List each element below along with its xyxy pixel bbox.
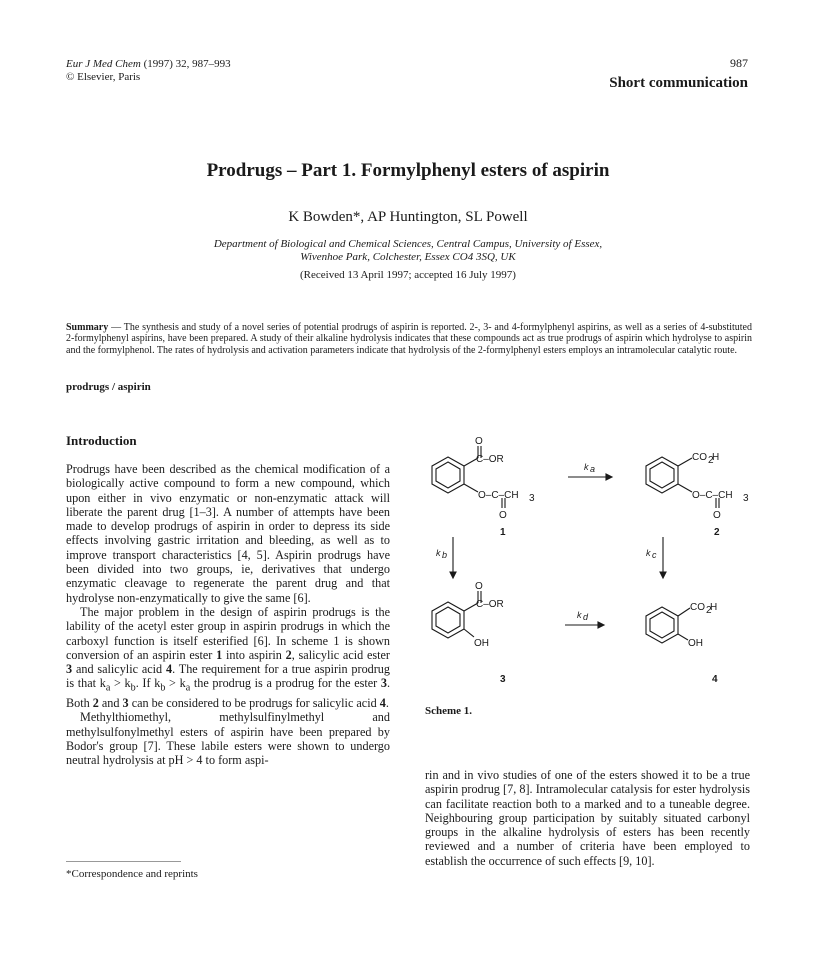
- subscript: b: [160, 682, 166, 694]
- scheme-label: O: [475, 436, 483, 447]
- compound-number: 4: [712, 674, 718, 685]
- rate-constant-label: k: [577, 610, 582, 620]
- summary-text: — The synthesis and study of a novel series of potential prodrugs of aspirin is reported. 2-, 3- and 4-formylphenyl aspirins, as well as a series of 4-substituted 2-formylphenyl aspirins, have been prepared. A study of their alkaline hydrolysis indicates that these compounds act as true prodrugs of aspirin which hydrolyse to aspirin and the formylphenol. The rates of hydrolysis and activation parameters indicate that hydrolysis of the 2-formylphenyl esters employs an intramolecular catalytic route.: [66, 322, 752, 356]
- text-run: > k: [165, 676, 186, 691]
- scheme-label: OH: [474, 638, 489, 649]
- scheme-label: O: [499, 510, 507, 521]
- scheme-caption: Scheme 1.: [425, 705, 473, 717]
- section-label: Short communication: [609, 75, 748, 91]
- text-run: The major problem in the design of aspirin prodrugs is the lability of the acetyl ester group in aspirin prodrugs in which the carboxyl function is itself esterified [6]. In scheme 1 is shown conversion of an aspirin ester: [66, 604, 390, 662]
- compound-number: 1: [500, 527, 506, 538]
- rate-constant-label: k: [436, 548, 441, 558]
- benzene-ring-1-inner: [436, 462, 460, 488]
- journal-reference: [66, 58, 231, 84]
- keywords: prodrugs / aspirin: [66, 381, 151, 393]
- subscript: b: [130, 682, 136, 694]
- scheme-label: CO: [690, 602, 705, 613]
- benzene-ring-4-inner: [650, 612, 674, 638]
- rate-constant-subscript: a: [590, 464, 596, 474]
- text-run: the prodrug is a prodrug for the ester: [190, 676, 381, 691]
- compound-ref: 3: [66, 662, 73, 677]
- intro-paragraph-3: Methylthiomethyl, methylsulfinylmethyl and methylsulfonylmethyl esters of aspirin have been prepared by Bodor's group [7]. These labile esters were shown to undergo neutral hydrolysis at pH > 4 to form aspi-: [66, 710, 390, 768]
- text-run: , salicylic acid ester: [291, 647, 390, 662]
- article-title: Prodrugs – Part 1. Formylphenyl esters of aspirin: [206, 160, 610, 181]
- scheme-label: C–OR: [476, 599, 504, 610]
- text-run: into aspirin: [222, 647, 286, 662]
- compound-ref: 3: [380, 676, 387, 691]
- footnote-rule: [66, 861, 181, 862]
- reaction-scheme: [420, 432, 760, 692]
- compound-ref: 2: [92, 696, 99, 711]
- compound-number: 3: [500, 674, 506, 685]
- scheme-label: O: [713, 510, 721, 521]
- text-run: . The requirement for a true aspirin prodrug is that k: [66, 662, 390, 691]
- scheme-label: OH: [688, 638, 703, 649]
- scheme-label: 2: [706, 605, 712, 616]
- rate-constant-subscript: c: [652, 550, 657, 560]
- text-run: . If k: [135, 676, 161, 691]
- column-2: rin and in vivo studies of one of the esters showed it to be a true aspirin prodrug [7, 8]. Intramolecular catalysis for ester hydrolysis can facilitate reaction both to a marked and to a tuneable degree. Neighbouring group participation by suitably situated carbonyl groups in the alkaline hydrolysis of esters has been recently reviewed and a number of criteria have been employed to establish the occurrence of such effects [9, 10].: [425, 768, 750, 868]
- page-number: 987: [730, 56, 748, 70]
- text-run: > k: [110, 676, 131, 691]
- affiliation-line-2: Wivenhoe Park, Colchester, Essex CO4 3SQ, UK: [300, 251, 516, 263]
- scheme-label: H: [712, 452, 720, 463]
- rate-constant-label: k: [646, 548, 651, 558]
- benzene-ring-2-inner: [650, 462, 674, 488]
- copyright: © Elsevier, Paris: [66, 71, 141, 83]
- footnote: *Correspondence and reprints: [66, 868, 198, 880]
- introduction-heading: Introduction: [66, 433, 137, 448]
- scheme-label: 2: [708, 455, 714, 466]
- compound-ref: 4: [166, 662, 173, 677]
- compound-ref: 4: [379, 696, 386, 711]
- scheme-label: C–OR: [476, 454, 504, 465]
- affiliation: [150, 238, 666, 264]
- scheme-label: O–C–CH: [478, 490, 519, 501]
- text-run: . Both: [66, 676, 391, 711]
- rate-constant-subscript: b: [442, 550, 448, 560]
- compound-ref: 3: [122, 696, 129, 711]
- scheme-label: O–C–CH: [692, 490, 733, 501]
- scheme-label: CO: [692, 452, 707, 463]
- received-dates: (Received 13 April 1997; accepted 16 July 1997): [300, 269, 516, 281]
- scheme-label: 3: [529, 493, 535, 504]
- text-run: and: [98, 696, 123, 711]
- column-1: [66, 462, 390, 768]
- intro-paragraph-1: Prodrugs have been described as the chemical modification of a biologically active compound to form a new compound, which upon either in vivo enzymatic or non-enzymatic attack will liberate the parent drug [1–3]. A number of attempts have been made to develop prodrugs of aspirin in order to depress its side effects involving gastric irritation and bleeding, as well as to improve transport characteristics [4, 5]. Aspirin prodrugs have been divided into two groups, ie, derivatives that undergo enzymatic cleavage to regenerate the parent drug and that hydrolyse non-enzymatically to give the same [6].: [66, 462, 390, 605]
- rate-constant-subscript: d: [583, 612, 589, 622]
- text-run: and salicylic acid: [72, 662, 166, 677]
- benzene-ring-3-inner: [436, 607, 460, 633]
- scheme-label: H: [710, 602, 718, 613]
- journal-name: Eur J Med Chem: [66, 58, 141, 70]
- journal-volume: (1997) 32, 987–993: [140, 58, 231, 70]
- compound-ref: 2: [285, 647, 292, 662]
- text-run: can be considered to be prodrugs for salicylic acid: [128, 696, 380, 711]
- compound-ref: 1: [216, 647, 223, 662]
- compound-number: 2: [714, 527, 720, 538]
- summary-label: Summary: [66, 322, 109, 333]
- rate-constant-label: k: [584, 462, 589, 472]
- affiliation-line-1: Department of Biological and Chemical Sciences, Central Campus, University of Essex,: [213, 238, 603, 250]
- authors: K Bowden*, AP Huntington, SL Powell: [288, 209, 528, 225]
- subscript: a: [105, 682, 111, 694]
- text-run: .: [385, 696, 389, 711]
- scheme-label: O: [475, 581, 483, 592]
- intro-paragraph-2: [66, 605, 390, 711]
- subscript: a: [185, 682, 191, 694]
- summary: [66, 322, 752, 356]
- scheme-label: 3: [743, 493, 749, 504]
